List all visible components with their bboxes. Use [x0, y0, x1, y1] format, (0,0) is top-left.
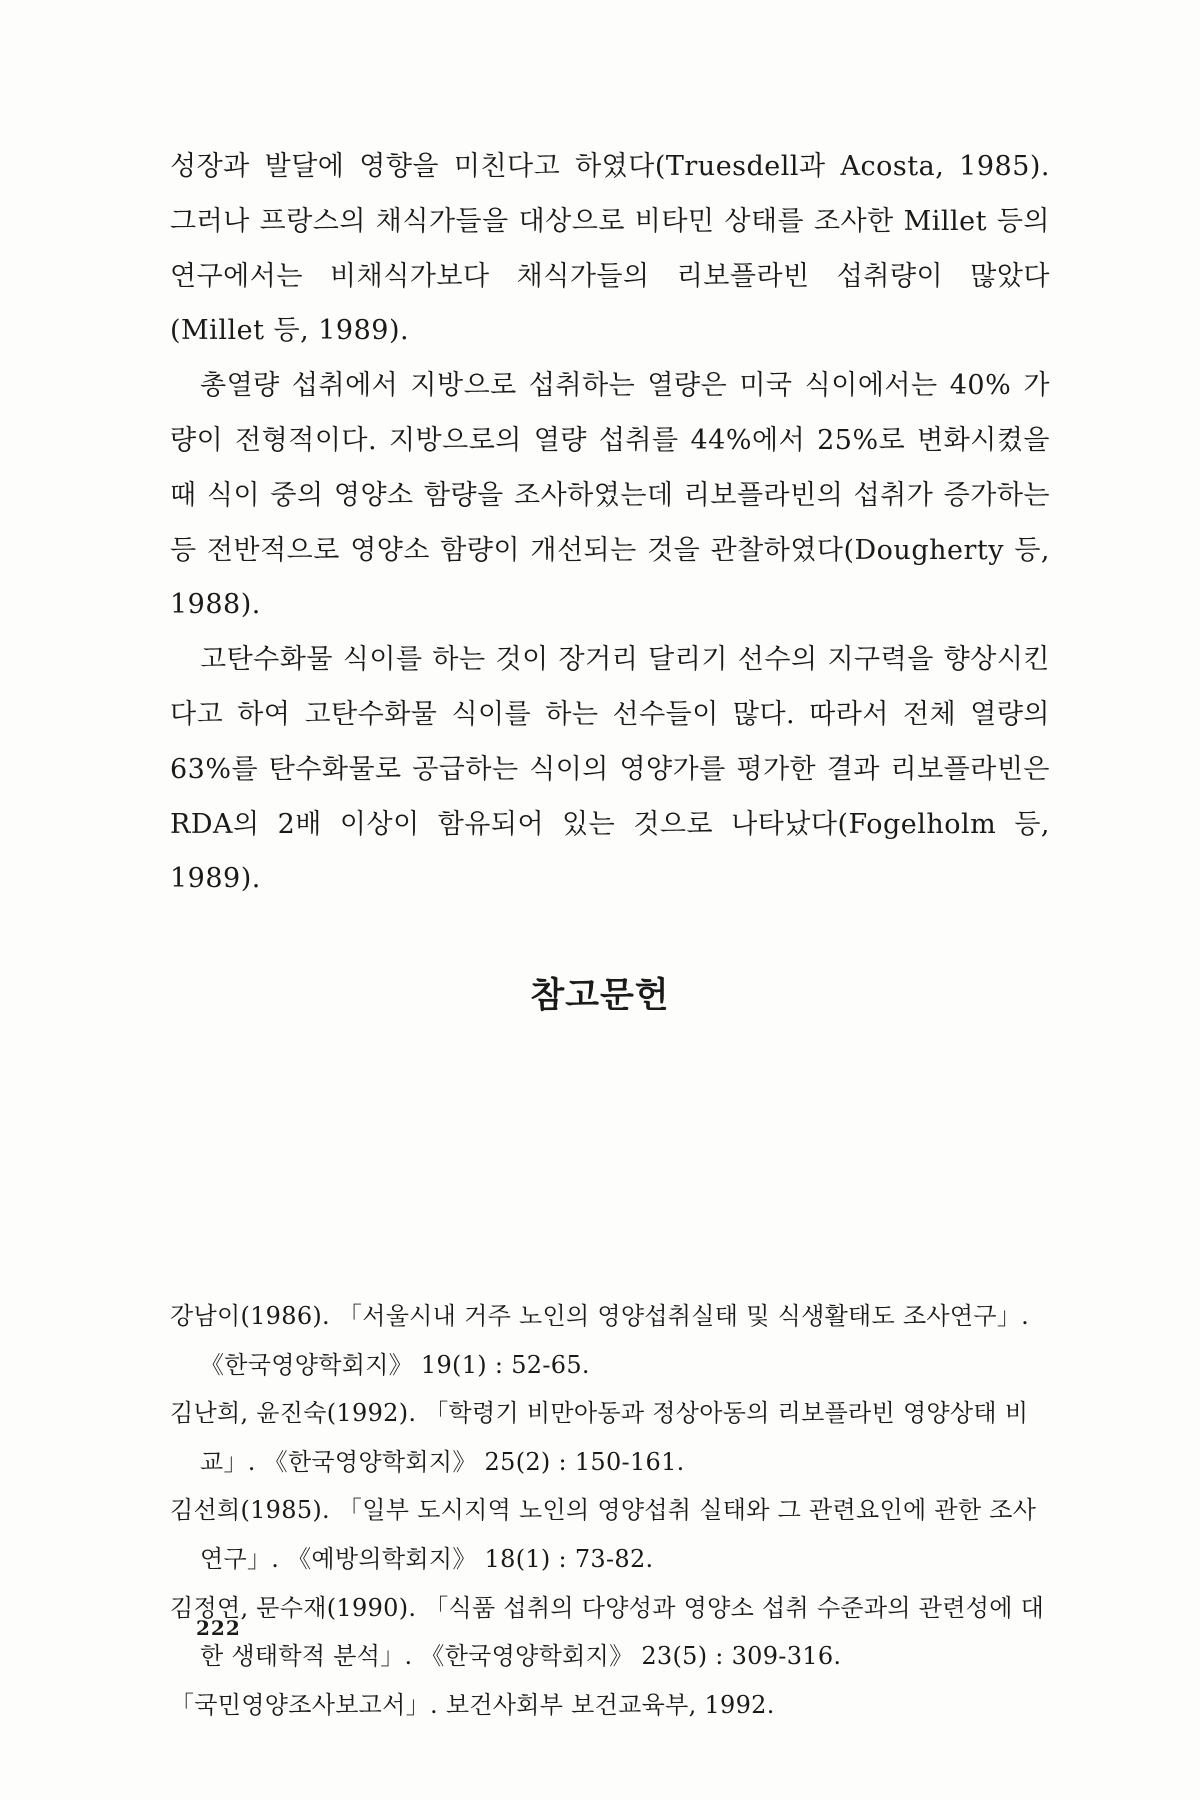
reference-item: 김선희(1985). 「일부 도시지역 노인의 영양섭취 실태와 그 관련요인에 관한 조사연구」. 《예방의학회지》 18(1) : 73-82. — [170, 1496, 1037, 1573]
reference-item: 김정연, 문수재(1990). 「식품 섭취의 다양성과 영양소 섭취 수준과의 관련성에 대한 생태학적 분석」. 《한국영양학회지》 23(5) : 309-316. — [170, 1593, 1045, 1671]
reference-item: 「국민영양조사보고서」. 보건사회부 보건교육부, 1992. — [170, 1690, 775, 1719]
paragraph-continuation: 성장과 발달에 영향을 미친다고 하였다(Truesdell과 Acosta, 1985). 그러나 프랑스의 채식가들을 대상으로 비타민 상태를 조사한 Millet 등의 연구에서는 비채식가보다 채식가들의 리보플라빈 섭취량이 많았다(Millet 등, 1989). — [170, 151, 1050, 347]
paragraph-high-carb: 고탄수화물 식이를 하는 것이 장거리 달리기 선수의 지구력을 향상시킨다고 하여 고탄수화물 식이를 하는 선수들이 많다. 따라서 전체 열량의 63%를 탄수화물로 공급하는 식이의 영양가를 평가한 결과 리보플라빈은 RDA의 2배 이상이 함유되어 있는 것으로 나타났다(Fogelholm 등, 1989). — [170, 644, 1050, 895]
body-text — [170, 140, 1050, 907]
page-number: 222 — [196, 1616, 241, 1640]
paragraph-fat-intake: 총열량 섭취에서 지방으로 섭취하는 열량은 미국 식이에서는 40% 가량이 전형적이다. 지방으로의 열량 섭취를 44%에서 25%로 변화시켰을 때 식이 중의 영양소 함량을 조사하였는데 리보플라빈의 섭취가 증가하는 등 전반적으로 영양소 함량이 개선되는 것을 관찰하였다(Dougherty 등, 1988). — [170, 370, 1050, 621]
reference-list — [170, 1292, 1050, 1729]
section-title-references: 참고문헌 — [530, 975, 670, 1016]
reference-item: 김난희, 윤진숙(1992). 「학령기 비만아동과 정상아동의 리보플라빈 영양상태 비교」. 《한국영양학회지》 25(2) : 150-161. — [170, 1399, 1029, 1476]
reference-item: 강남이(1986). 「서울시내 거주 노인의 영양섭취실태 및 식생활태도 조사연구」. 《한국영양학회지》 19(1) : 52-65. — [170, 1302, 1030, 1379]
